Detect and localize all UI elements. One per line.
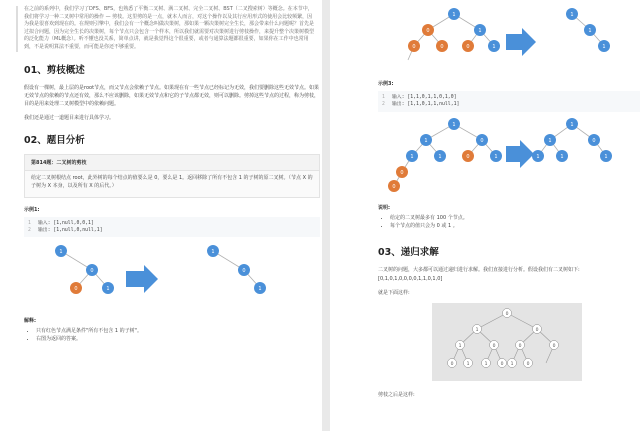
svg-text:1: 1	[560, 153, 564, 160]
code-line: 1 输入: [1,null,0,0,1]	[28, 220, 94, 226]
problem-box	[24, 154, 320, 197]
example2-tree-svg	[336, 4, 634, 70]
svg-text:1: 1	[484, 362, 488, 368]
svg-text:1: 1	[466, 362, 470, 368]
svg-text:1: 1	[458, 344, 462, 350]
svg-text:1: 1	[548, 137, 552, 144]
svg-text:0: 0	[492, 344, 496, 350]
svg-text:0: 0	[518, 344, 522, 350]
example1-tree-svg	[6, 241, 316, 305]
notes-list	[390, 215, 634, 231]
svg-text:0: 0	[90, 268, 94, 275]
code-line: 2 输出: [1,1,0,1,1,null,1]	[382, 102, 460, 108]
svg-text:0: 0	[466, 44, 470, 50]
svg-text:1: 1	[570, 121, 574, 128]
list-item: • 每个节点的值只会为 0 或 1 。	[390, 223, 634, 231]
example1-label: 示例1:	[24, 206, 40, 213]
svg-text:1: 1	[59, 249, 63, 256]
list-item: • 给定的二叉树最多有 100 个节点。	[390, 215, 634, 223]
code-line: 1 输入: [1,1,0,1,1,0,1,0]	[382, 95, 457, 100]
example3-label: 示例3:	[378, 81, 394, 87]
heading-pruning-overview: 01、剪枝概述	[24, 64, 85, 76]
list-item: • 只有红色节点满足条件"所有不包含 1 的子树"。	[36, 328, 316, 336]
svg-text:0: 0	[400, 169, 404, 176]
svg-text:1: 1	[438, 153, 442, 160]
svg-text:1: 1	[452, 12, 456, 18]
follow-paragraph: 我们还是通过一道题目来进行具体学习。	[24, 115, 115, 122]
svg-text:1: 1	[452, 121, 456, 128]
svg-text:1: 1	[536, 153, 540, 160]
intro-blockquote	[16, 6, 316, 52]
svg-text:0: 0	[592, 137, 596, 144]
svg-text:0: 0	[526, 362, 530, 368]
example3-code-block[interactable]	[378, 91, 640, 112]
intro-text: 在之前的系列中，我们学习了DFS、BFS，也熟悉了平衡二叉树、满二叉树、完全二叉树、BST（二叉搜索树）等概念。在本节中，我们将学习一种二叉树中常用的操作 — 剪枝。这里剪的是一点，就本人而言，对这个操作以及其行应用形式的使用会比较频繁，因为我是很喜欢到现在的。在规则引擎中，我们会有一个概念叫做决策树，那如果一颗决策树完全生长，那会带来什么问题呢？首先是过拟合问题，因为完全生长的决策树，每个节点只会包含一个样本，所以我们就需要对决策树进行剪枝操作，来提升整个决策树模型的泛化能力（ML概念）。听不懂也没关系，简单点讲，就是我觉得这个很重要，或者与通算法题都很重要，如果你在工作中也常用到，不是说明算法不重要，而可能是你还不够重要。	[24, 6, 315, 50]
svg-text:0: 0	[505, 312, 509, 318]
svg-text:1: 1	[410, 153, 414, 160]
svg-text:0: 0	[450, 362, 454, 368]
arrow-right-icon	[126, 265, 158, 293]
pruning-paragraph: 假设有一棵树，最上层的是root节点，而父节点会依赖子节点。如果现在有一些节点已经标记为无效，我们要删除这些无效节点。如果无效节点的依赖的节点还有效，那么不应该删除，如果无效节点和它的子节点都无效，则可以删除。剪掉这些节点的过程，称为剪枝，目的是用来处理二叉树模型中的依赖问题。	[24, 84, 320, 107]
tree-caption: 就是下面这样:	[378, 289, 410, 296]
list-item: • 右图为返回的答案。	[36, 336, 316, 344]
svg-text:1: 1	[424, 137, 428, 144]
svg-text:1: 1	[494, 153, 498, 160]
svg-text:0: 0	[440, 44, 444, 50]
article-right-column[interactable]	[330, 0, 640, 431]
svg-text:0: 0	[552, 344, 556, 350]
svg-text:1: 1	[475, 328, 479, 334]
example1-tree-figure	[6, 241, 316, 309]
svg-text:0: 0	[426, 28, 430, 34]
example3-tree-figure	[336, 116, 634, 198]
after-caption: 剪枝之后是这样:	[378, 392, 415, 399]
heading-problem-analysis: 02、题目分析	[24, 135, 85, 147]
svg-text:0: 0	[242, 268, 246, 275]
example2-tree-figure	[336, 4, 634, 74]
example1-code-block[interactable]	[24, 217, 320, 238]
recursion-tree-svg	[432, 303, 582, 381]
svg-text:1: 1	[478, 28, 482, 34]
svg-text:1: 1	[510, 362, 514, 368]
svg-text:1: 1	[604, 153, 608, 160]
svg-text:0: 0	[500, 362, 504, 368]
svg-text:1: 1	[258, 286, 262, 293]
arrow-right-icon	[506, 28, 536, 56]
example3-tree-svg	[336, 116, 634, 194]
problem-description: 给定二叉树根结点 root，此外树的每个结点的值要么是 0，要么是 1。返回移除了所有不包含 1 的子树的原二叉树。（节点 X 的子树为 X 本身，以及所有 X 的后代。）	[31, 175, 313, 189]
svg-text:1: 1	[211, 249, 215, 256]
svg-text:0: 0	[412, 44, 416, 50]
arrow-right-icon	[506, 140, 534, 168]
recursion-paragraph: 二叉树的问题，大多都可以通过递归进行求解。我们直接进行分析。假设我们有二叉树如下: [0,1,0,1,0,0,0,0,1,1,0,1,0]	[378, 267, 580, 282]
svg-text:0: 0	[74, 286, 78, 293]
explain-list	[36, 328, 316, 344]
svg-text:0: 0	[392, 183, 396, 190]
svg-text:0: 0	[466, 153, 470, 160]
svg-text:1: 1	[492, 44, 496, 50]
explain-label: 解释:	[24, 318, 36, 325]
recursion-tree-figure	[432, 303, 634, 385]
svg-text:1: 1	[570, 12, 574, 18]
problem-title: 第814题：二叉树的剪枝	[25, 155, 319, 171]
code-line: 2 输出: [1,null,0,null,1]	[28, 227, 103, 233]
heading-recursion: 03、递归求解	[378, 247, 439, 259]
svg-text:0: 0	[480, 137, 484, 144]
notes-label: 说明:	[378, 204, 390, 211]
svg-text:1: 1	[588, 28, 592, 34]
svg-text:1: 1	[106, 286, 110, 293]
svg-text:0: 0	[535, 328, 539, 334]
svg-text:1: 1	[602, 44, 606, 50]
